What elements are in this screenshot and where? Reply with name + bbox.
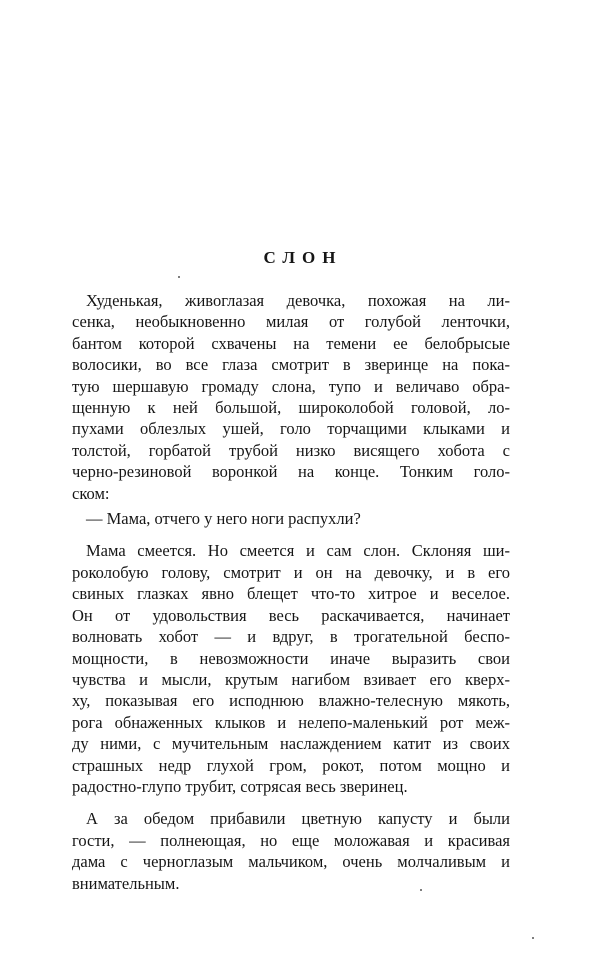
text-line: свиных глазках явно блещет что-то хитрое и веселое.: [72, 584, 510, 604]
text-line: чувства и мысли, крутым нагибом взивает его кверх-: [72, 669, 510, 689]
text-line: рога обнаженных клыков и нелепо-маленький рот меж-: [72, 712, 510, 732]
text-line: пухами облезлых ушей, голо торчащими клыками и: [72, 419, 510, 439]
text-line: бантом которой схвачены на темени ее белобрысые: [72, 333, 510, 353]
text-line: черно-резиновой воронкой на конце. Тонким голо-: [72, 462, 510, 482]
paragraph-3: [72, 540, 510, 797]
paragraph-1: [72, 290, 510, 504]
text-line: роколобую голову, смотрит и он на девочку, и в его: [72, 562, 510, 582]
text-line: гости, — полнеющая, но еще моложавая и красивая: [72, 830, 510, 850]
print-speck: [420, 889, 422, 891]
text-line: щенную к ней большой, широколобой головой, ло-: [72, 398, 510, 418]
chapter-body: [72, 290, 510, 894]
text-line: — Мама, отчего у него ноги распухли?: [86, 509, 361, 529]
text-line: Он от удовольствия весь раскачивается, начинает: [72, 605, 510, 625]
text-line: ду ними, с мучительным наслаждением катит из своих: [72, 734, 510, 754]
chapter-title: СЛОН: [263, 248, 343, 267]
text-line: мощности, в невозможности иначе выразить свои: [72, 648, 510, 668]
text-line: сенка, необыкновенно милая от голубой ленточки,: [72, 312, 510, 332]
print-speck: [178, 276, 180, 278]
text-line: страшных недр глухой гром, рокот, потом мощно и: [72, 755, 510, 775]
text-line: ском:: [72, 483, 110, 503]
text-line: волновать хобот — и вдруг, в трогательной беспо-: [72, 627, 510, 647]
text-line: А за обедом прибавили цветную капусту и были: [86, 809, 510, 829]
paragraph-2: [72, 508, 510, 529]
text-line: дама с черноглазым мальчиком, очень молчаливым и: [72, 852, 510, 872]
text-line: Мама смеется. Но смеется и сам слон. Склоняя ши-: [86, 541, 510, 561]
print-speck: [532, 937, 534, 939]
text-line: тую шершавую громаду слона, тупо и величаво обра-: [72, 376, 510, 396]
text-line: толстой, горбатой трубой низко висящего хобота с: [72, 440, 510, 460]
paragraph-4: [72, 808, 510, 894]
text-line: внимательным.: [72, 873, 180, 893]
text-line: Худенькая, живоглазая девочка, похожая на ли-: [86, 291, 510, 310]
text-line: ху, показывая его исподнюю влажно-телесную мякоть,: [72, 691, 510, 711]
text-line: радостно-глупо трубит, сотрясая весь зверинец.: [72, 776, 408, 796]
text-line: волосики, во все глаза смотрит в зверинце на пока-: [72, 355, 510, 375]
